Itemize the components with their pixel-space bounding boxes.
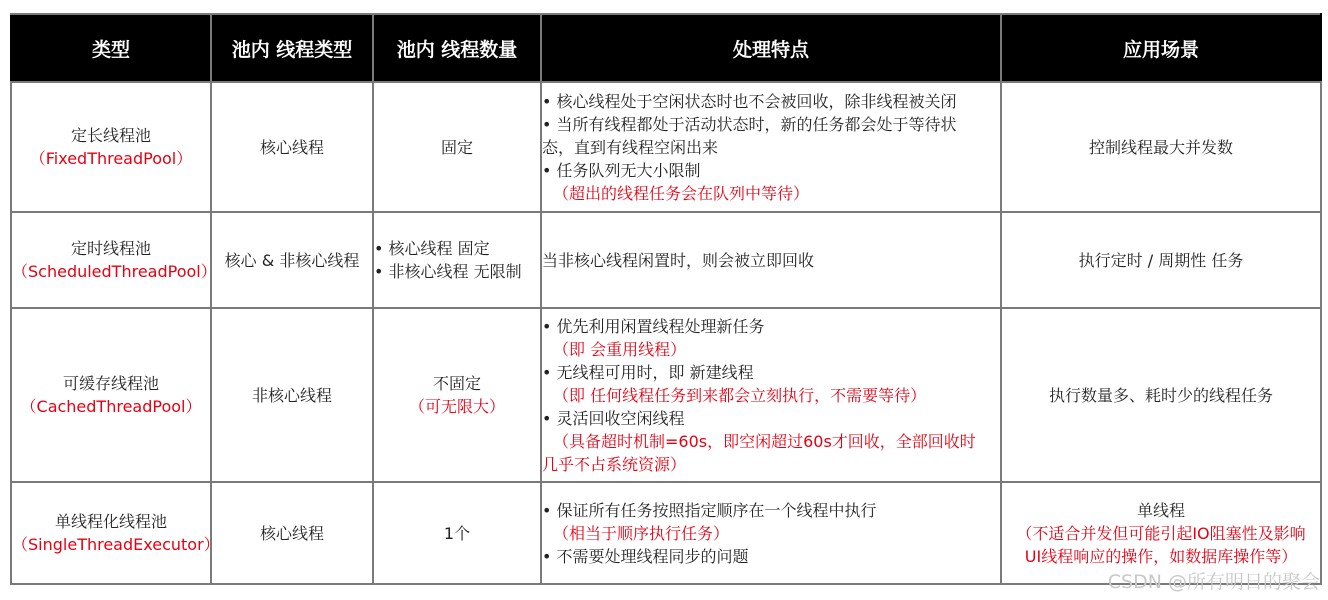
feature-line: • 不需要处理线程同步的问题 <box>542 546 749 566</box>
type-name: 单线程化线程池 <box>54 512 167 531</box>
count-cell: 固定 <box>373 82 541 212</box>
header-thread-count: 池内 线程数量 <box>373 14 541 82</box>
table-row <box>11 82 1321 212</box>
type-class: （SingleThreadExecutor） <box>12 535 220 554</box>
scenario-note: UI线程响应的操作，如数据库操作等） <box>1024 546 1298 566</box>
feature-line: • 优先利用闲置线程处理新任务 <box>542 316 765 336</box>
feature-line: • 任务队列无大小限制 <box>542 160 701 180</box>
csdn-watermark: CSDN @所有明日的聚会 <box>1107 571 1320 593</box>
thread-type-cell: 非核心线程 <box>211 308 373 482</box>
feature-note: （即 任何线程任务到来都会立刻执行，不需要等待） <box>553 385 927 405</box>
type-class: （FixedThreadPool） <box>29 149 193 168</box>
scenario-note: （不适合并发但可能引起IO阻塞性及影响 <box>1016 523 1306 543</box>
thread-type-cell: 核心线程 <box>211 82 373 212</box>
feature-note: （具备超时机制=60s，即空闲超过60s才回收，全部回收时 <box>553 431 976 451</box>
feature-line: • 保证所有任务按照指定顺序在一个线程中执行 <box>542 500 877 520</box>
feature-note: （相当于顺序执行任务） <box>553 523 730 543</box>
feature-line: • 当所有线程都处于活动状态时，新的任务都会处于等待状 <box>542 114 957 134</box>
scenario-title: 单线程 <box>1136 500 1185 520</box>
scenario-cell: 执行定时 / 周期性 任务 <box>1001 212 1321 308</box>
feature-line: • 无线程可用时，即 新建线程 <box>542 362 754 382</box>
features-cell <box>541 212 1001 308</box>
count-item: • 核心线程 固定 <box>374 239 490 258</box>
count-cell <box>373 308 541 482</box>
scenario-cell: 执行数量多、耗时少的线程任务 <box>1001 308 1321 482</box>
type-class: （CachedThreadPool） <box>20 397 202 416</box>
count-cell: 1个 <box>373 482 541 584</box>
header-features: 处理特点 <box>541 14 1001 82</box>
table-row <box>11 308 1321 482</box>
header-thread-type: 池内 线程类型 <box>211 14 373 82</box>
type-name: 定时线程池 <box>70 239 151 258</box>
type-cell <box>11 482 220 584</box>
table-row <box>11 212 1321 308</box>
thread-type-cell: 核心线程 <box>211 482 373 584</box>
feature-line: 当非核心线程闲置时，则会被立即回收 <box>542 250 815 270</box>
feature-note: （即 会重用线程） <box>553 339 687 359</box>
feature-line: • 灵活回收空闲线程 <box>542 408 685 428</box>
features-cell <box>541 82 1001 212</box>
type-cell <box>11 82 211 212</box>
type-cell <box>11 308 211 482</box>
features-cell <box>541 482 1001 584</box>
count-item: • 非核心线程 无限制 <box>374 262 522 281</box>
type-class: （ScheduledThreadPool） <box>12 262 217 281</box>
feature-line: 态，直到有线程空闲出来 <box>542 137 719 157</box>
type-name: 定长线程池 <box>70 126 151 145</box>
type-cell <box>11 212 217 308</box>
features-cell <box>541 308 1001 482</box>
thread-pool-table <box>10 13 1322 585</box>
header-type: 类型 <box>11 14 211 82</box>
feature-line: • 核心线程处于空闲状态时也不会被回收，除非线程被关闭 <box>542 91 957 111</box>
thread-type-cell: 核心 & 非核心线程 <box>211 212 373 308</box>
count-cell <box>373 212 541 308</box>
scenario-cell: 控制线程最大并发数 <box>1001 82 1321 212</box>
header-row <box>11 14 1321 82</box>
type-name: 可缓存线程池 <box>62 374 159 393</box>
header-scenario: 应用场景 <box>1001 14 1321 82</box>
feature-note: （超出的线程任务会在队列中等待） <box>553 183 810 203</box>
count-value: 不固定 <box>432 374 481 393</box>
feature-note: 几乎不占系统资源） <box>542 454 687 474</box>
count-note: （可无限大） <box>408 397 505 416</box>
